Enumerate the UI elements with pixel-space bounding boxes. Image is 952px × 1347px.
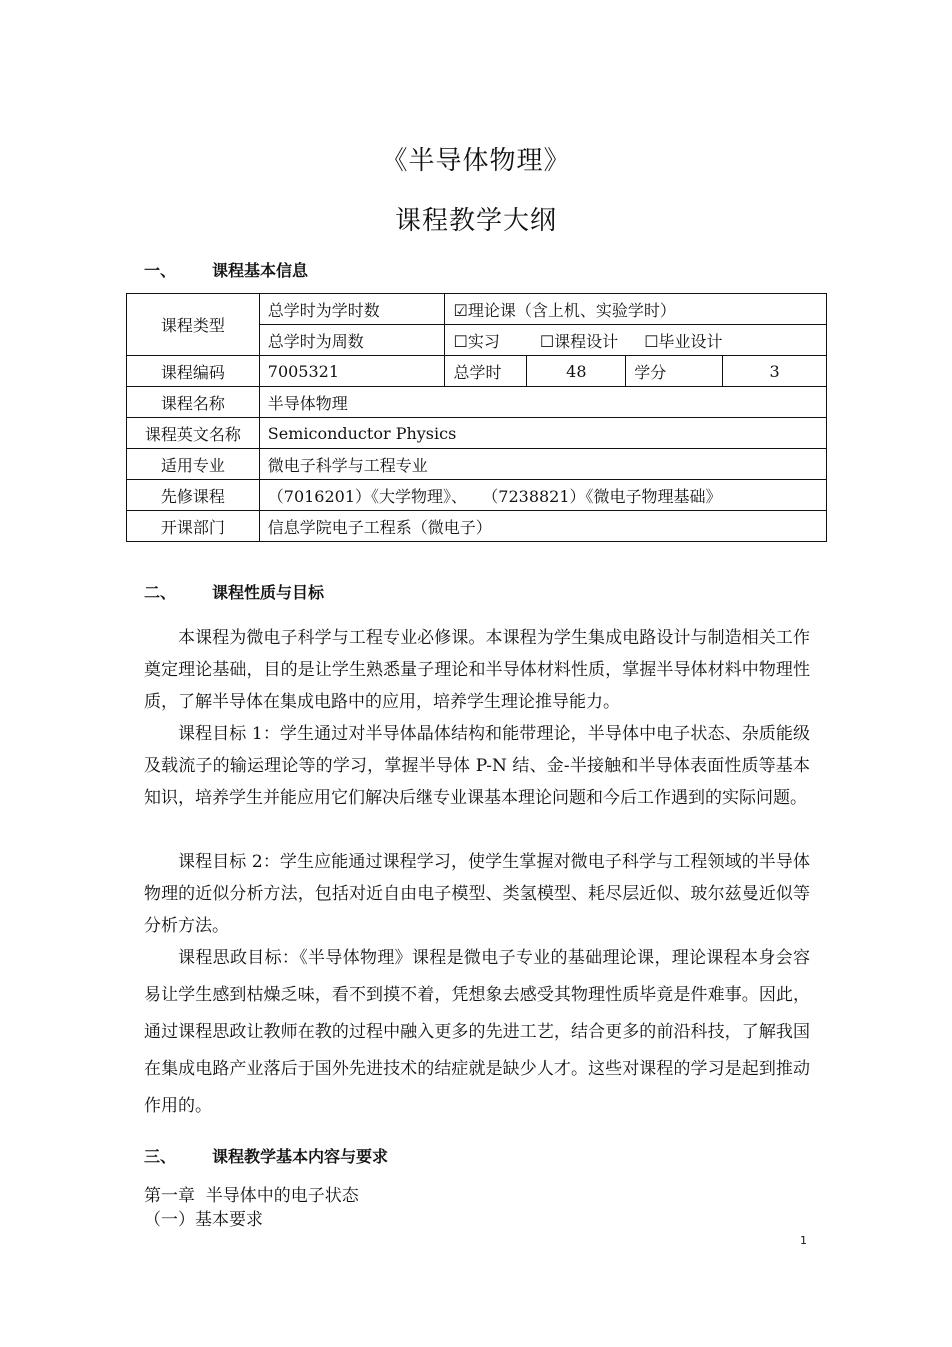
- page-number: 1: [800, 1234, 807, 1247]
- document-title: 《半导体物理》: [381, 146, 571, 176]
- table-row: [127, 511, 827, 542]
- course-goal-2-paragraph: 课程目标 2：学生应能通过课程学习，使学生掌握对微电子科学与工程领域的半导体物理的近似分析方法，包括对近自由电子模型、类氢模型、耗尽层近似、玻尔兹曼近似等分析方法。: [144, 852, 810, 936]
- section-number: 二、: [144, 583, 177, 602]
- theory-course-checkbox: ☑理论课（含上机、实验学时）: [445, 294, 827, 325]
- section-title: 课程性质与目标: [212, 583, 325, 602]
- section-heading-basic-info: [144, 258, 308, 281]
- major-value: 微电子科学与工程专业: [259, 449, 826, 480]
- section-heading-nature-goals: [144, 580, 324, 603]
- course-type-label: 课程类型: [127, 294, 260, 356]
- chapter-heading: 第一章 半导体中的电子状态: [144, 1186, 359, 1206]
- table-row: [127, 480, 827, 511]
- prerequisite-value: （7016201）《大学物理》、 （7238821）《微电子物理基础》: [259, 480, 826, 511]
- course-code-label: 课程编码: [127, 356, 260, 387]
- course-design-checkbox: ☐课程设计: [539, 331, 619, 351]
- table-row: [127, 356, 827, 387]
- table-row: [127, 294, 827, 325]
- total-hours-label: 总学时: [445, 356, 527, 387]
- major-label: 适用专业: [127, 449, 260, 480]
- table-row: [127, 387, 827, 418]
- course-code-value: 7005321: [259, 356, 445, 387]
- prerequisite-label: 先修课程: [127, 480, 260, 511]
- course-name-label: 课程名称: [127, 387, 260, 418]
- course-info-table: [126, 293, 827, 542]
- english-name-value: Semiconductor Physics: [259, 418, 826, 449]
- course-name-value: 半导体物理: [259, 387, 826, 418]
- subsection-heading: （一）基本要求: [144, 1210, 263, 1230]
- table-row: [127, 418, 827, 449]
- english-name-label: 课程英文名称: [127, 418, 260, 449]
- ideological-goal-paragraph: 课程思政目标：《半导体物理》课程是微电子专业的基础理论课，理论课程本身会容易让学生感到枯燥乏味，看不到摸不着，凭想象去感受其物理性质毕竟是件难事。因此，通过课程思政让教师在教的过程中融入更多的先进工艺，结合更多的前沿科技，了解我国在集成电路产业落后于国外先进技术的结症就是缺少人才。这些对课程的学习是起到推动作用的。: [144, 948, 810, 1116]
- document-subtitle: 课程教学大纲: [394, 206, 557, 236]
- credit-label: 学分: [626, 356, 723, 387]
- internship-checkbox: ☐实习: [453, 331, 500, 351]
- credit-value: 3: [723, 356, 827, 387]
- section-number: 三、: [144, 1147, 177, 1166]
- section-title: 课程教学基本内容与要求: [212, 1147, 389, 1166]
- department-label: 开课部门: [127, 511, 260, 542]
- course-goal-1-paragraph: 课程目标 1：学生通过对半导体晶体结构和能带理论，半导体中电子状态、杂质能级及载流子的输运理论等的学习，掌握半导体 P-N 结、金-半接触和半导体表面性质等基本知识，培养学生并能应用它们解决后继专业课基本理论问题和今后工作遇到的实际问题。: [144, 724, 810, 808]
- section-heading-content-requirements: [144, 1144, 388, 1167]
- department-value: 信息学院电子工程系（微电子）: [259, 511, 826, 542]
- hours-as-hours-label: 总学时为学时数: [259, 294, 445, 325]
- graduation-design-checkbox: ☐毕业设计: [644, 331, 723, 351]
- table-row: [127, 449, 827, 480]
- section-number: 一、: [144, 261, 177, 280]
- hours-as-weeks-label: 总学时为周数: [259, 325, 445, 356]
- course-kind-options: [445, 325, 827, 356]
- section-title: 课程基本信息: [212, 261, 309, 280]
- total-hours-value: 48: [527, 356, 626, 387]
- course-description-paragraph: 本课程为微电子科学与工程专业必修课。本课程为学生集成电路设计与制造相关工作奠定理论基础，目的是让学生熟悉量子理论和半导体材料性质，掌握半导体材料中物理性质，了解半导体在集成电路中的应用，培养学生理论推导能力。: [144, 628, 810, 712]
